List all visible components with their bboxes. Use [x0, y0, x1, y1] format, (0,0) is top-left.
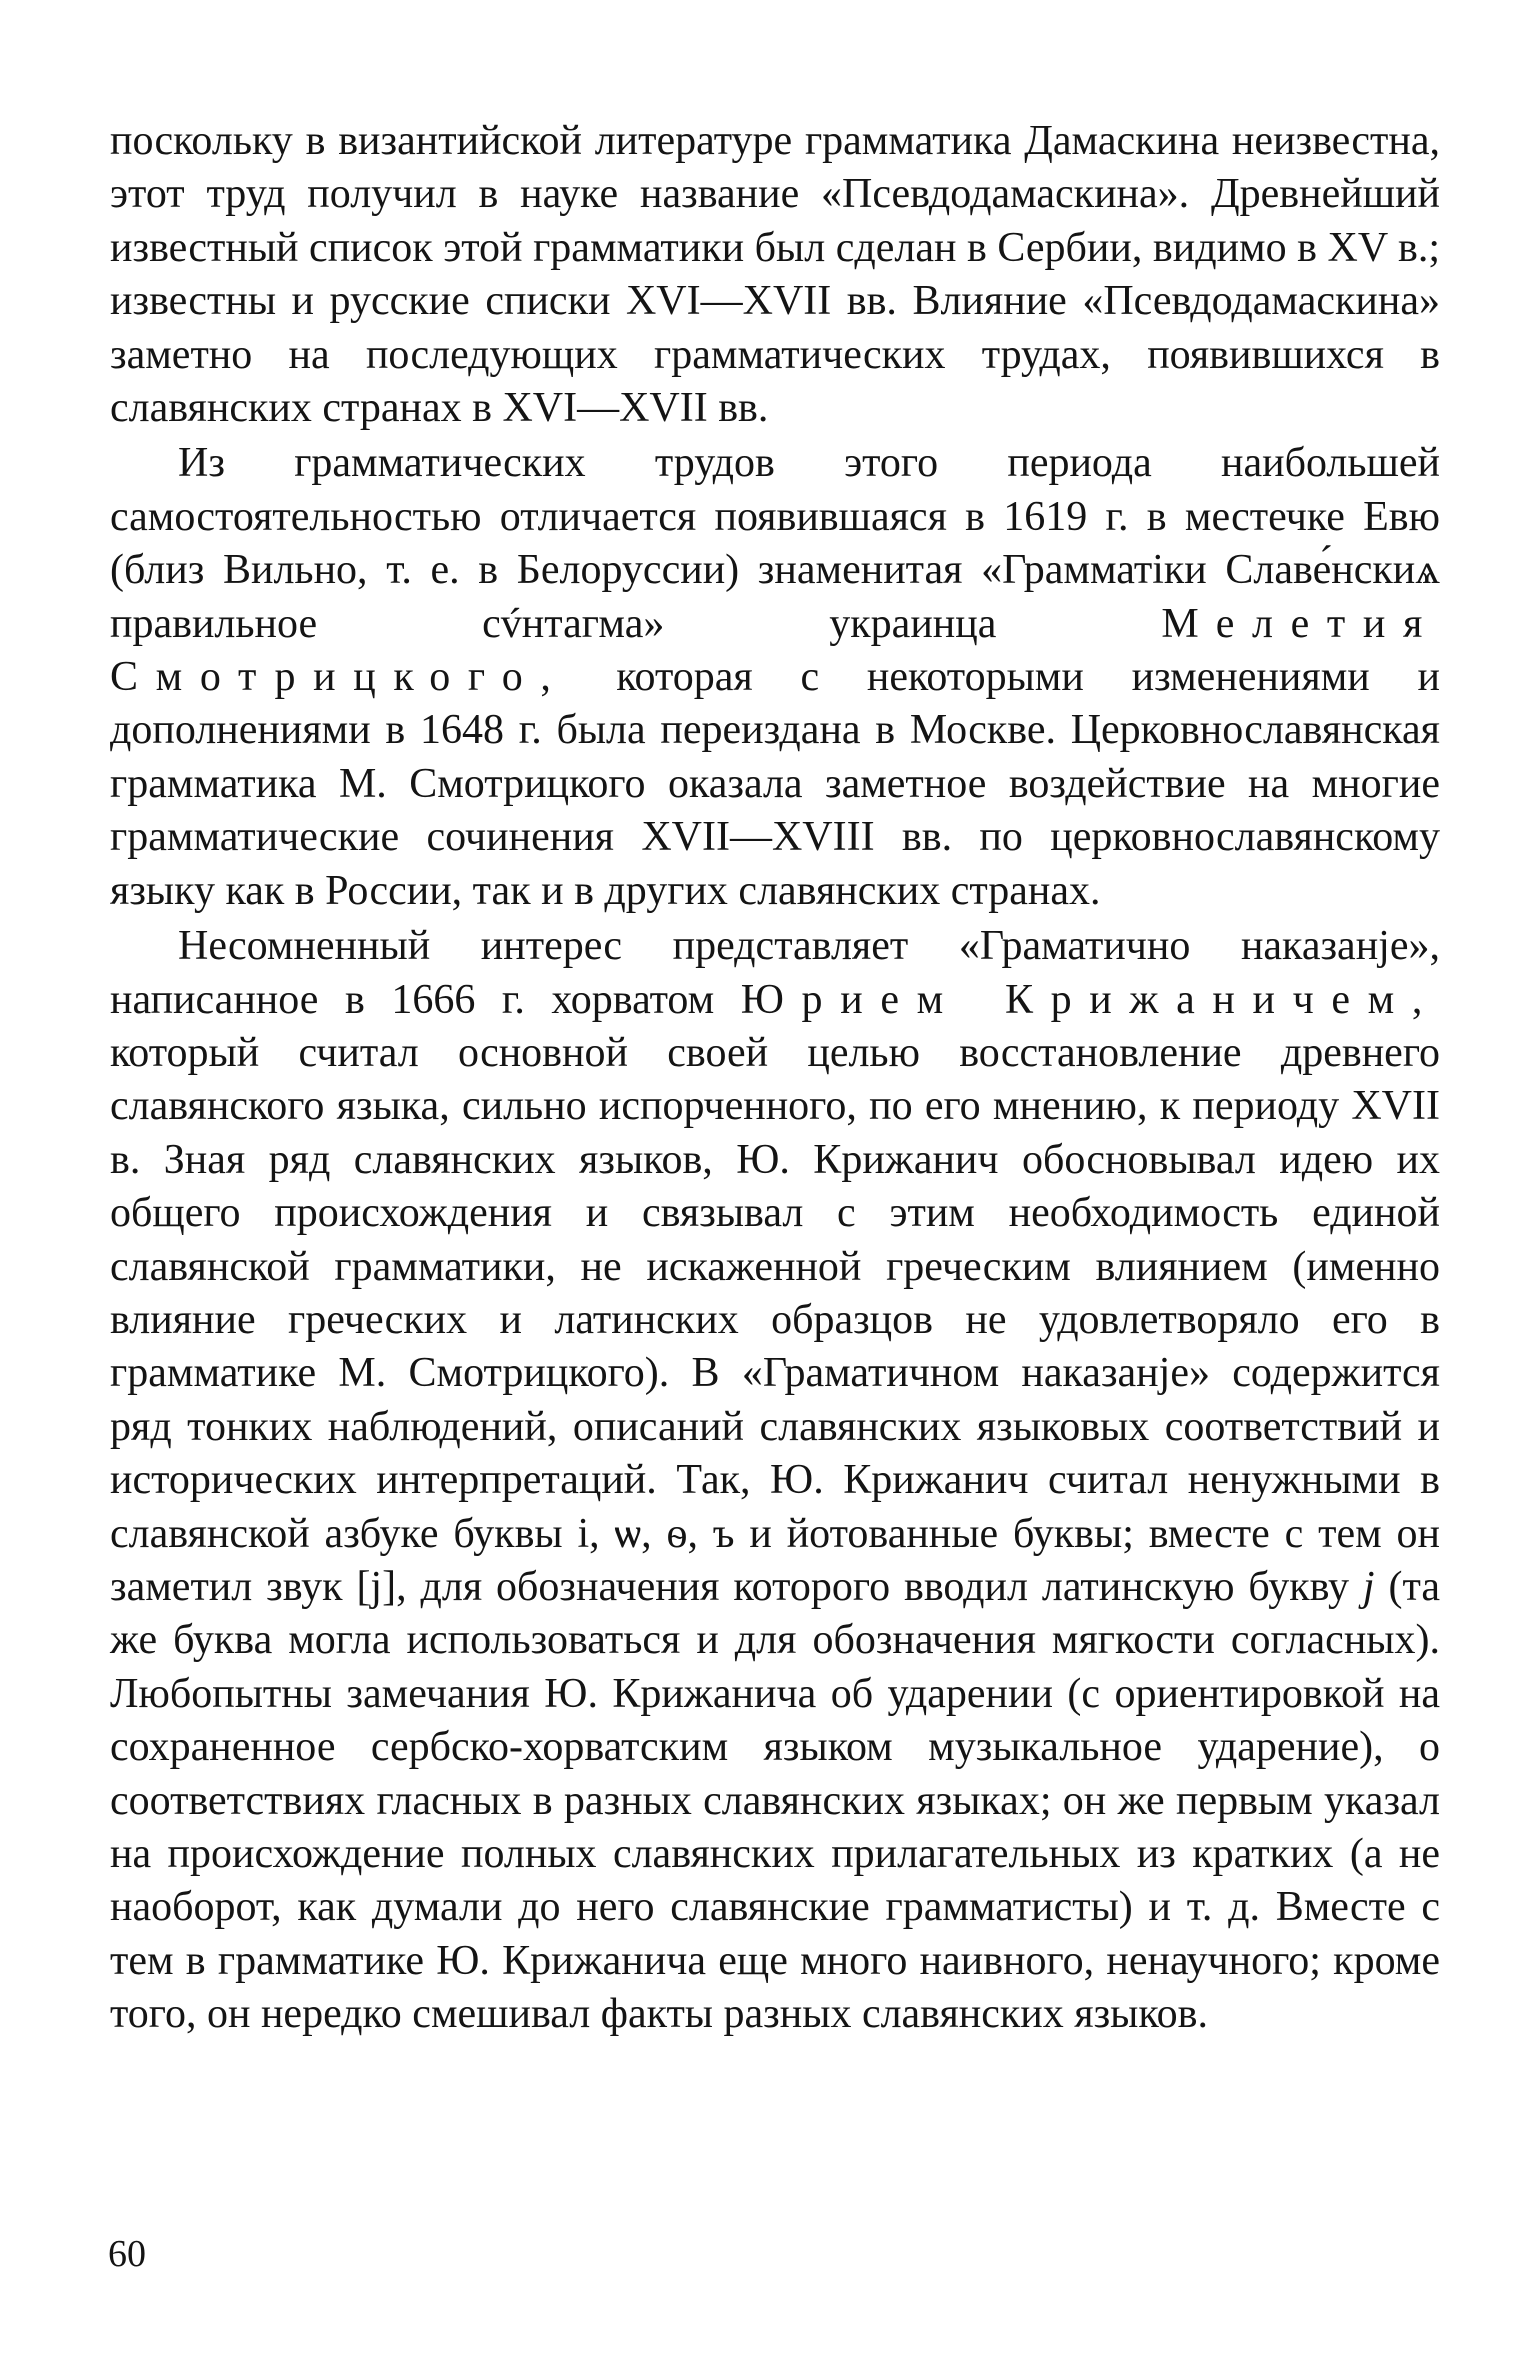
paragraph-1: [110, 115, 1440, 435]
author-name-smotritsky: Мелетия Смотрицкого,: [110, 600, 1440, 701]
paragraph-2-text-b: которая с некоторыми изменениями и дополнениями в 1648 г. была переиздана в Москве. Церковнославянская грамматика М. Смотрицкого оказала заметное воздействие на многие грамматические сочинения XVII—XVIII вв. по церковнославянскому языку как в России, так и в других славянских странах.: [110, 654, 1440, 914]
paragraph-2-text-a: Из грамматических трудов этого периода наибольшей самостоятельностью отличается появившаяся в 1619 г. в местечке Евю (близ Вильно, т. е. в Белоруссии) знаменитая «Грамматіки Славе́нскиѧ правильное сv́нтагма» украинца: [110, 440, 1440, 647]
paragraph-3-text-a: Несомненный интерес представляет «Граматично наказанје», написанное в 1666 г. хорватом: [110, 923, 1440, 1023]
paragraph-3-text-c: (та же буква могла использоваться и для обозначения мягкости согласных). Любопытны замечания Ю. Крижанича об ударении (с ориентировкой на сохраненное сербско-хорватским языком музыкальное ударение), о соответствиях гласных в разных славянских языках; он же первым указал на происхождение полных славянских прилагательных из кратких (а не наоборот, как думали до него славянские грамматисты) и т. д. Вместе с тем в грамматике Ю. Крижанича еще много наивного, ненаучного; кроме того, он нередко смешивал факты разных славянских языков.: [110, 1563, 1440, 2038]
paragraph-3-text-b: который считал основной своей целью восстановление древнего славянского языка, сильно испорченного, по его мнению, к периоду XVII в. Зная ряд славянских языков, Ю. Крижанич обосновывал идею их общего происхождения и связывал с этим необходимость единой славянской грамматики, не искаженной греческим влиянием (именно влияние греческих и латинских образцов не удовлетворяло его в грамматике М. Смотрицкого). В «Граматичном наказанје» содержится ряд тонких наблюдений, описаний славянских языковых соответствий и исторических интерпретаций. Так, Ю. Крижанич считал ненужными в славянской азбуке буквы і, ѡ, ѳ, ъ и йотованные буквы; вместе с тем он заметил звук [j], для обозначения которого вводил латинскую букву: [110, 1029, 1440, 1610]
body-text: [110, 115, 1440, 2042]
author-name-krizhanich: Юрием Крижаничем,: [740, 976, 1440, 1023]
paragraph-1-text: поскольку в византийской литературе грамматика Дамаскина неизвестна, этот труд получил в науке название «Псевдодамаскина». Древнейший известный список этой грамматики был сделан в Сербии, видимо в XV в.; известны и русские списки XVI—XVII вв. Влияние «Псевдодамаскина» заметно на последующих грамматических трудах, появившихся в славянских странах в XVI—XVII вв.: [110, 118, 1440, 432]
paragraph-2: [110, 437, 1440, 918]
latin-letter-j: j: [1362, 1563, 1375, 1610]
paragraph-3: [110, 920, 1440, 2042]
page-number: 60: [108, 2233, 146, 2275]
